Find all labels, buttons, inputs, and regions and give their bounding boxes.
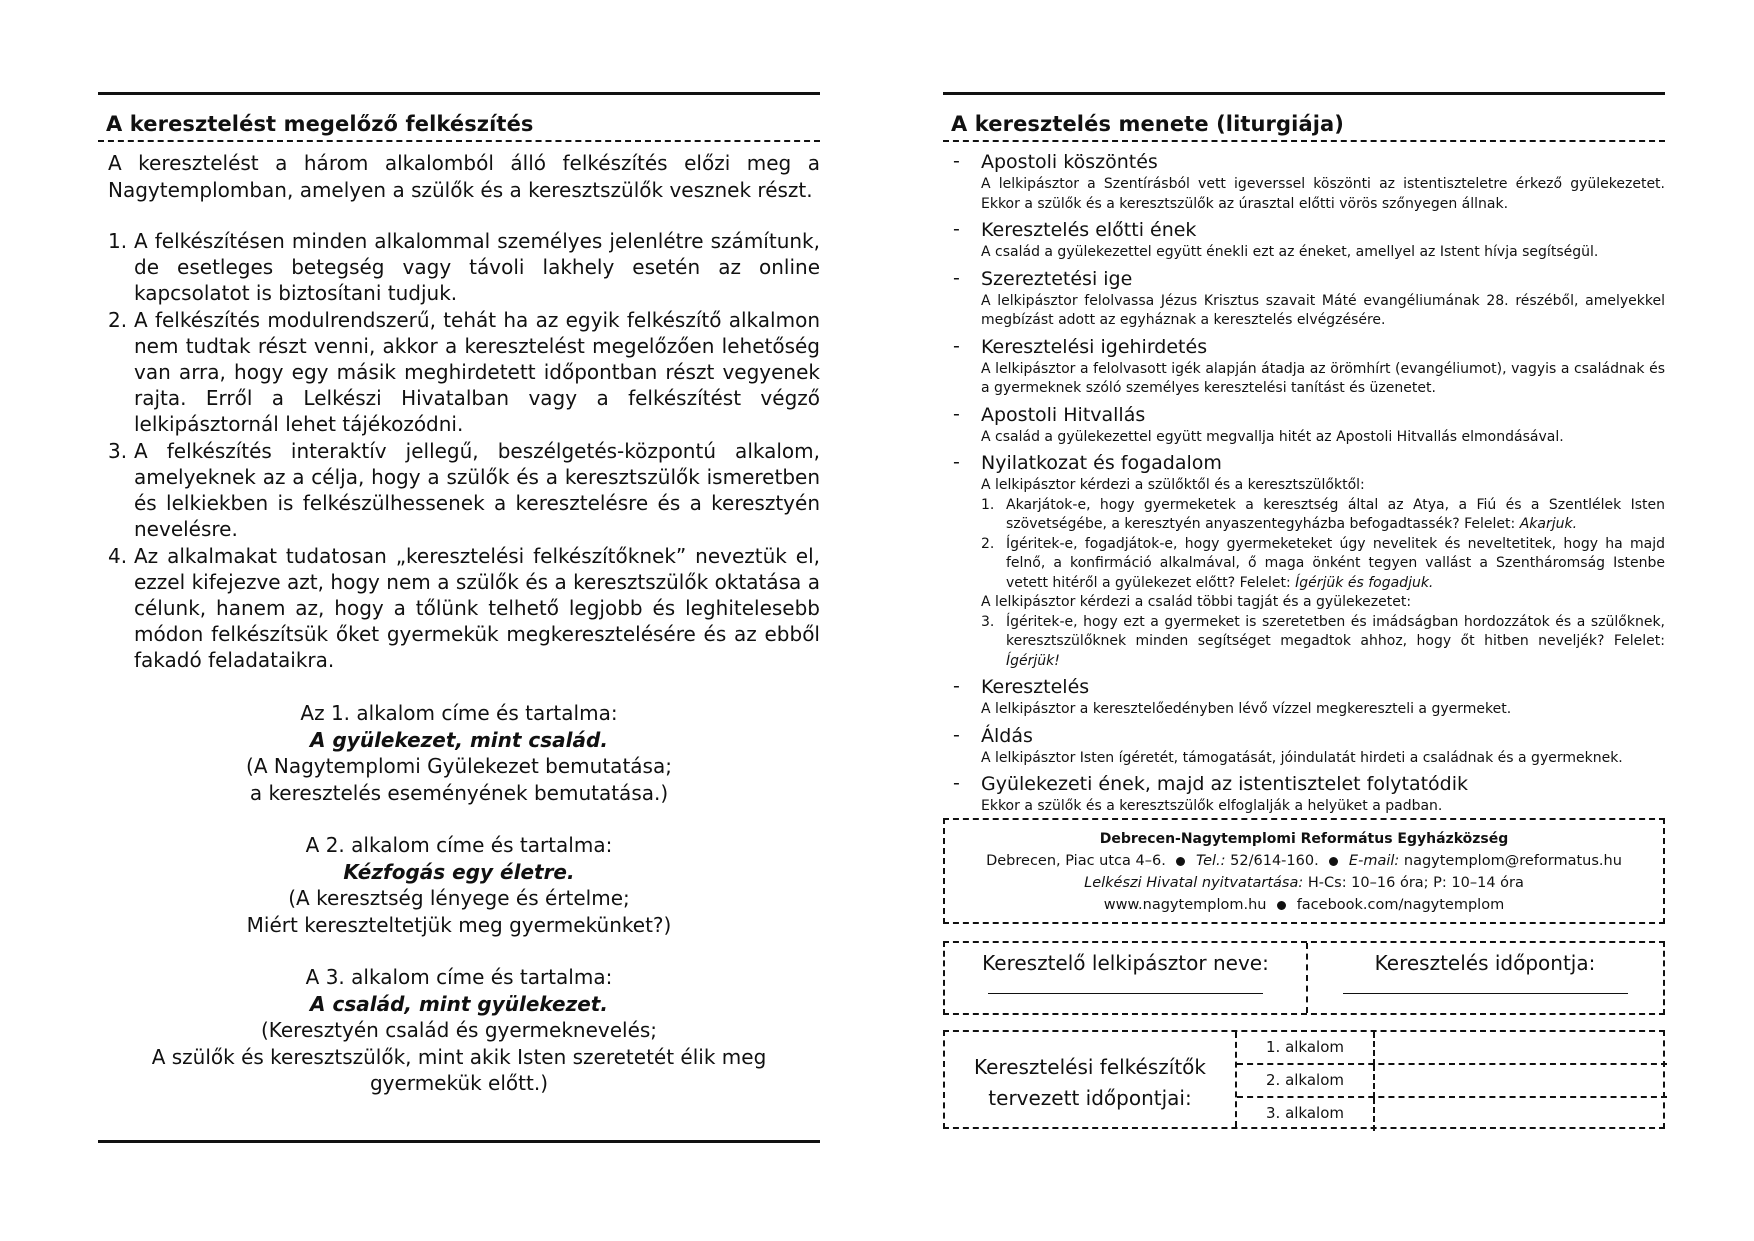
list-dash: -	[953, 772, 960, 794]
session-2	[98, 832, 820, 938]
list-item: 3. A felkészítés interaktív jellegű, beszélgetés-központú alkalom, amelyeknek az a célja, hogy a szülők és a keresztszülők ismeretben és lelkiekben is felkészülhessenek a keresztelésre és a keresztyén nevelésre.	[108, 439, 820, 541]
phone-number: 52/614-160.	[1230, 853, 1319, 869]
liturgy-item	[951, 218, 1665, 263]
preparation-dates-grid	[1235, 1032, 1667, 1127]
preparation-steps	[108, 228, 820, 674]
list-dash: -	[953, 334, 960, 357]
list-item: 4. Az alkalmakat tudatosan „keresztelési felkészítőknek” neveztük el, ezzel kifejezve azt, hogy nem a szülők és a keresztszülők oktatása a célunk, hanem az, hogy a tőlünk telhető legjobb és leghitelesebb módon felkészítsük őket gyermekük megkeresztelésére és az ebből fakadó feladataikra.	[108, 544, 820, 672]
list-dash: -	[953, 723, 960, 746]
session-title: Kézfogás egy életre.	[343, 859, 575, 884]
session-desc: Miért kereszteltetjük meg gyermekünket?)	[246, 912, 672, 937]
address: Debrecen, Piac utca 4–6.	[986, 853, 1166, 869]
liturgy-item	[951, 675, 1665, 720]
heading-divider-right	[943, 140, 1665, 142]
vow-question: 3. Ígéritek-e, hogy ezt a gyermeket is szeretetben és imádságban hordozzátok és a szülőknek, keresztszülőknek minden segítséget megadtok ahhoz, hogy őt hitben neveljék? Felelet: Ígérjük!	[981, 613, 1665, 669]
session-desc: a keresztelés eseményének bemutatása.)	[249, 780, 669, 805]
facebook-link: facebook.com/nagytemplom	[1296, 897, 1505, 913]
list-dash: -	[953, 218, 960, 240]
cell-divider	[1373, 1065, 1375, 1098]
liturgy-item-desc: A lelkipásztor a Szentírásból vett igeverssel köszönti az istentiszteletre érkező gyülekezetet. Ekkor a szülők és a keresztszülők az úrasztal előtti vörös szőnyegen állnak.	[981, 176, 1665, 212]
session-intro: A 3. alkalom címe és tartalma:	[305, 965, 613, 989]
session-label: 2. alkalom	[1265, 1071, 1344, 1089]
session-title: A család, mint gyülekezet.	[310, 991, 608, 1016]
liturgy-item	[951, 772, 1665, 817]
session-desc: gyermekük előtt.)	[369, 1071, 549, 1095]
session-label: 3. alkalom	[1265, 1104, 1344, 1122]
bullet-dot-icon	[1277, 901, 1286, 910]
baptism-details-box	[943, 941, 1665, 1015]
liturgy-item-desc: A lelkipásztor felolvassa Jézus Krisztus szavait Máté evangéliumának 28. részéből, amelyekkel megbízást adott az egyháznak a keresztelés elvégzésére.	[981, 292, 1665, 328]
contact-box	[943, 818, 1665, 924]
session-desc: (Keresztyén család és gyermeknevelés;	[260, 1018, 658, 1042]
preparation-dates-box	[943, 1030, 1665, 1129]
session-intro: Az 1. alkalom címe és tartalma:	[300, 701, 618, 725]
list-dash: -	[953, 675, 960, 697]
liturgy-item-desc: A lelkipásztor a felolvasott igék alapján átadja az örömhírt (evangéliumot), vagyis a családnak és a gyermeknek szóló személyes keresztelési tanítást és üzenetet.	[981, 360, 1665, 396]
preparation-dates-label: Keresztelési felkészítők tervezett időpontjai:	[974, 1055, 1206, 1110]
sessions	[98, 700, 820, 1123]
list-dash: -	[953, 150, 960, 172]
organization-name: Debrecen-Nagytemplomi Református Egyházközség	[1099, 831, 1509, 847]
liturgy-item-vows	[951, 451, 1665, 671]
cell-divider	[1373, 1032, 1375, 1065]
vow-intro-2: A lelkipásztor kérdezi a család többi tagját és a gyülekezetet:	[981, 594, 1412, 610]
office-hours-label: Lelkészi Hivatal nyitvatartása:	[1084, 875, 1304, 891]
liturgy-item-desc: A lelkipásztor a keresztelőedényben lévő vízzel megkereszteli a gyermeket.	[981, 701, 1512, 717]
baptism-date-section	[1308, 943, 1662, 1013]
liturgy-item-title: Áldás	[981, 724, 1033, 747]
liturgy-item-title: Apostoli köszöntés	[981, 151, 1158, 173]
liturgy-item-desc: A lelkipásztor Isten ígéretét, támogatását, jóindulatát hirdeti a családnak és a gyermeknek.	[981, 749, 1623, 766]
liturgy-item	[951, 150, 1665, 214]
heading-divider-left	[98, 140, 820, 142]
liturgy-item-desc: A család a gyülekezettel együtt megvallja hitét az Apostoli Hitvallás elmondásával.	[981, 428, 1564, 445]
pastor-name-field[interactable]	[988, 993, 1263, 994]
table-row	[1237, 1032, 1667, 1065]
email-label: E-mail:	[1348, 853, 1400, 869]
table-row	[1237, 1098, 1667, 1131]
list-dash: -	[953, 266, 960, 289]
liturgy-list	[951, 150, 1665, 821]
vow-intro: A lelkipásztor kérdezi a szülőktől és a keresztszülőktől:	[981, 477, 1365, 493]
vow-question: 2. Ígéritek-e, fogadjátok-e, hogy gyermeketeket úgy nevelitek és neveltetitek, hogy ha majd felnő, a konfirmáció alkalmával, ő maga önként tegyen vallást a Szentháromság Istenbe vetett hitéről a gyülekezet előtt? Felelet: Ígérjük és fogadjuk.	[981, 535, 1665, 591]
tel-label: Tel.:	[1196, 853, 1226, 869]
session-desc: (A Nagytemplomi Gyülekezet bemutatása;	[246, 754, 672, 778]
liturgy-item-title: Keresztelési igehirdetés	[981, 335, 1208, 358]
session-label: 1. alkalom	[1265, 1038, 1344, 1056]
left-heading: A keresztelést megelőző felkészítés	[106, 112, 534, 136]
baptism-date-label: Keresztelés időpontja:	[1374, 951, 1596, 975]
liturgy-item-title: Nyilatkozat és fogadalom	[981, 452, 1222, 474]
liturgy-item	[951, 335, 1665, 399]
office-hours: H-Cs: 10–16 óra; P: 10–14 óra	[1307, 875, 1524, 891]
liturgy-item-desc: Ekkor a szülők és a keresztszülők elfoglalják a helyüket a padban.	[981, 798, 1443, 814]
top-rule-left	[98, 92, 820, 95]
contact-line-web	[945, 894, 1663, 916]
liturgy-item-title: Szereztetési ige	[981, 267, 1133, 290]
session-desc: (A keresztség lényege és értelme;	[288, 886, 630, 910]
top-rule-right	[943, 92, 1665, 95]
liturgy-item-title: Gyülekezeti ének, majd az istentisztelet folytatódik	[981, 773, 1469, 795]
session-title: A gyülekezet, mint család.	[310, 727, 608, 752]
session-1	[98, 700, 820, 806]
list-item: 1. A felkészítésen minden alkalommal személyes jelenlétre számítunk, de esetleges betegség vagy távoli lakhely esetén az online kapcsolatot is biztosítani tudjuk.	[108, 229, 820, 305]
bullet-dot-icon	[1329, 857, 1338, 866]
cell-divider	[1373, 1098, 1375, 1131]
list-dash: -	[953, 402, 960, 425]
liturgy-item-title: Apostoli Hitvallás	[981, 403, 1146, 426]
right-heading: A keresztelés menete (liturgiája)	[951, 112, 1344, 136]
vow-questions	[981, 496, 1665, 594]
list-item: 2. A felkészítés modulrendszerű, tehát ha az egyik felkészítő alkalmon nem tudtak részt venni, akkor a keresztelést megelőzően lehetőség van arra, hogy egy másik meghirdetett időpontban részt vegyenek rajta. Erről a Lelkészi Hivatalban vagy a felkészítést végző lelkipásztornál lehet tájékozódni.	[108, 308, 820, 436]
contact-line-address	[945, 850, 1663, 872]
email-address: nagytemplom@reformatus.hu	[1403, 853, 1622, 869]
pastor-name-section	[945, 943, 1306, 1013]
liturgy-item-desc: A család a gyülekezettel együtt énekli ezt az éneket, amellyel az Istent hívja segítségül.	[981, 244, 1599, 260]
baptism-date-field[interactable]	[1343, 993, 1628, 994]
liturgy-item-title: Keresztelés előtti ének	[981, 219, 1197, 241]
list-dash: -	[953, 451, 960, 473]
website-link: www.nagytemplom.hu	[1103, 897, 1267, 913]
vow-questions-2	[981, 613, 1665, 672]
liturgy-item	[951, 267, 1665, 331]
contact-line-hours	[945, 872, 1663, 894]
bullet-dot-icon	[1176, 857, 1185, 866]
liturgy-item	[951, 724, 1665, 769]
session-desc: A szülők és keresztszülők, mint akik Isten szeretetét élik meg	[151, 1044, 767, 1069]
vow-question: 1. Akarjátok-e, hogy gyermeketek a keresztség által az Atya, a Fiú és a Szentlélek Isten szövetségébe, a keresztyén anyaszentegyházba befogadtassék? Felelet: Akarjuk.	[981, 496, 1665, 532]
liturgy-item	[951, 403, 1665, 448]
session-intro: A 2. alkalom címe és tartalma:	[305, 833, 613, 857]
table-row	[1237, 1065, 1667, 1098]
pastor-name-label: Keresztelő lelkipásztor neve:	[982, 951, 1269, 975]
bottom-rule-left	[98, 1140, 820, 1143]
liturgy-item-title: Keresztelés	[981, 676, 1090, 698]
session-3	[98, 964, 820, 1097]
intro-paragraph: A keresztelést a három alkalomból álló felkészítés előzi meg a Nagytemplomban, amelyen a szülők és a keresztszülők vesznek részt.	[108, 151, 820, 202]
